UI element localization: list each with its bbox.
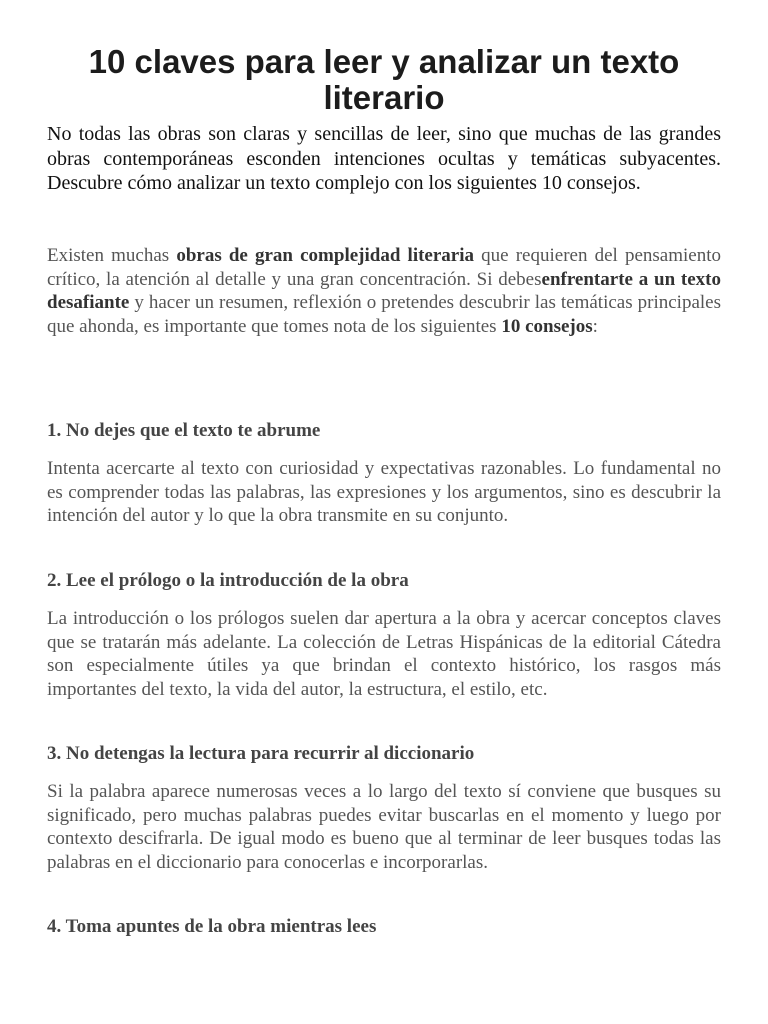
intro-text-1: Existen muchas	[47, 245, 177, 266]
intro-bold-3: 10 consejos	[501, 315, 593, 337]
section-3-body: Si la palabra aparece numerosas veces a lo largo del texto sí conviene que busques su significado, pero muchas palabras puedes evitar buscarlas en el momento y luego por contexto descifrarla. De igual modo es bueno que al terminar de leer busques todas las palabras en el diccionario para conocerlas e incorporarlas.	[47, 781, 721, 873]
section-3-heading: 3. No detengas la lectura para recurrir al diccionario	[47, 743, 475, 764]
section-1-heading: 1. No dejes que el texto te abrume	[47, 420, 321, 441]
intro-bold-1: obras de gran complejidad literaria	[176, 245, 475, 266]
lead-paragraph: No todas las obras son claras y sencillas de leer, sino que muchas de las grandes obras contemporáneas esconden intenciones ocultas y temáticas subyacentes. Descubre cómo analizar un texto complejo con los siguientes 10 consejos.	[47, 123, 721, 194]
intro-text-4: :	[592, 315, 598, 337]
section-2-body: La introducción o los prólogos suelen dar apertura a la obra y acercar conceptos claves que se tratarán más adelante. La colección de Letras Hispánicas de la editorial Cátedra son especialmente útiles ya que brindan el contexto histórico, los rasgos más importantes del texto, la vida del autor, la estructura, el estilo, etc.	[47, 608, 721, 700]
intro-text-3: y hacer un resumen, reflexión o pretendes descubrir las temáticas principales que ahonda, es importante que tomes nota de los siguientes	[47, 292, 721, 337]
section-4-heading: 4. Toma apuntes de la obra mientras lees	[47, 916, 377, 937]
section-1-body: Intenta acercarte al texto con curiosidad y expectativas razonables. Lo fundamental no es comprender todas las palabras, las expresiones y los argumentos, sino es descubrir la intención del autor y lo que la obra transmite en su conjunto.	[47, 458, 721, 526]
intro-bold-2: enfrentarte a un texto desafiante	[47, 268, 721, 313]
section-2-heading: 2. Lee el prólogo o la introducción de la obra	[47, 570, 409, 591]
intro-text-2: que requieren del pensamiento crítico, la atención al detalle y una gran concentración. Si debes	[47, 245, 721, 290]
intro-paragraph	[47, 244, 721, 338]
page-title: 10 claves para leer y analizar un texto literario	[88, 43, 680, 116]
